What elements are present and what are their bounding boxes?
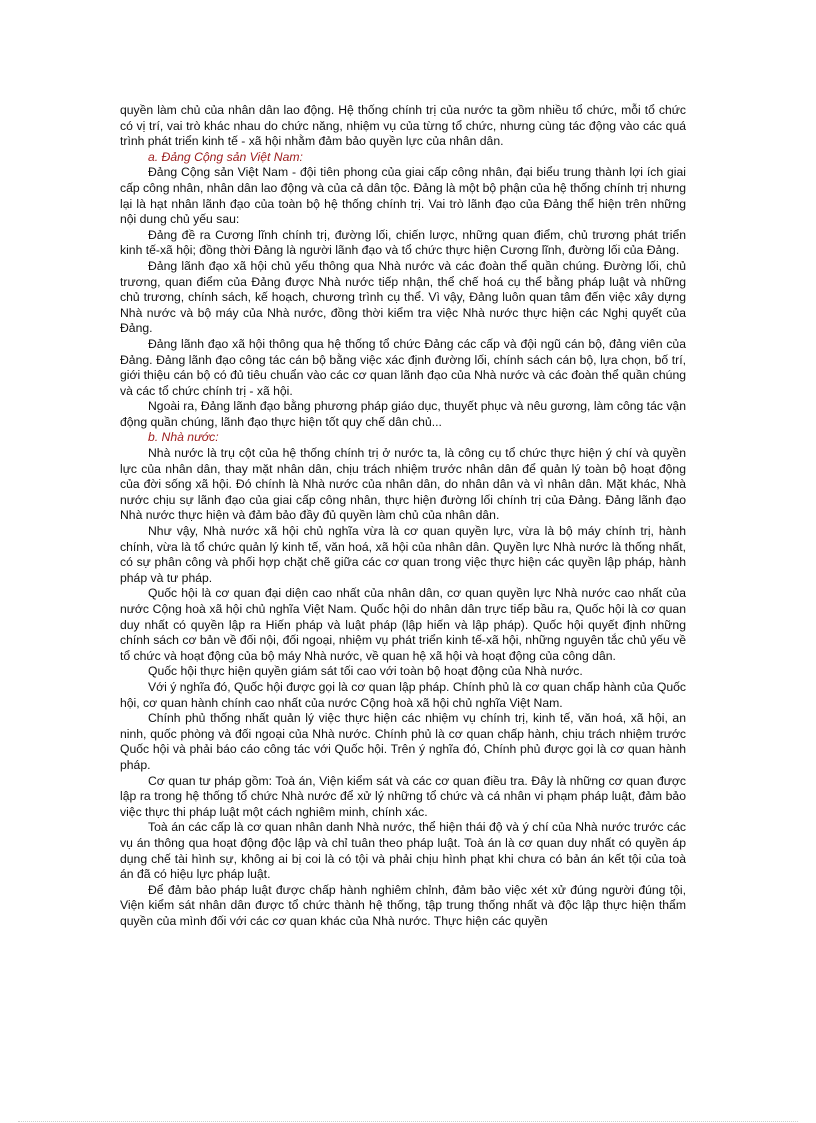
paragraph: Cơ quan tư pháp gồm: Toà án, Viện kiểm sát và các cơ quan điều tra. Đây là những cơ quan được lập ra trong hệ thống tổ chức Nhà nước để xử lý những tổ chức và cá nhân vi phạm pháp luật, đảm bảo việc thực thi pháp luật một cách nghiêm minh, chính xác. <box>120 773 686 819</box>
paragraph: Để đảm bảo pháp luật được chấp hành nghiêm chỉnh, đảm bảo việc xét xử đúng người đúng tội, Viện kiểm sát nhân dân được tổ chức thành hệ thống, tập trung thống nhất và độc lập thực hiện thẩm quyền của mình đối với các cơ quan khác của Nhà nước. Thực hiện các quyền <box>120 882 686 928</box>
paragraph: quyền làm chủ của nhân dân lao động. Hệ thống chính trị của nước ta gồm nhiều tổ chức, mỗi tổ chức có vị trí, vai trò khác nhau do chức năng, nhiệm vụ của từng tổ chức, nhưng cùng tác động vào các quá trình phát triển kinh tế - xã hội nhằm đảm bảo quyền lực của nhân dân. <box>120 103 686 149</box>
paragraph: Quốc hội thực hiện quyền giám sát tối cao với toàn bộ hoạt động của Nhà nước. <box>148 664 583 679</box>
paragraph: Đảng đề ra Cương lĩnh chính trị, đường lối, chiến lược, những quan điểm, chủ trương phát triển kinh tế-xã hội; đồng thời Đảng là người lãnh đạo và tổ chức thực hiện Cương lĩnh, đường lối của Đảng. <box>120 227 686 258</box>
paragraph: Quốc hội là cơ quan đại diện cao nhất của nhân dân, cơ quan quyền lực Nhà nước cao nhất của nước Cộng hoà xã hội chủ nghĩa Việt Nam. Quốc hội do nhân dân trực tiếp bầu ra, Quốc hội là cơ quan duy nhất có quyền lập ra Hiến pháp và luật pháp (lập hiến và lập pháp). Quốc hội quyết định những chính sách cơ bản về đối nội, đối ngoại, nhiệm vụ phát triển kinh tế-xã hội, những nguyên tắc chủ yếu về tổ chức và hoạt động của bộ máy Nhà nước, về quan hệ xã hội và hoạt động của công dân. <box>120 586 686 663</box>
section-heading-party: a. Đảng Cộng sản Việt Nam: <box>148 149 303 164</box>
paragraph: Ngoài ra, Đảng lãnh đạo bằng phương pháp giáo dục, thuyết phục và nêu gương, làm công tác vận động quần chúng, lãnh đạo thực hiện tốt quy chế dân chủ... <box>120 399 686 429</box>
paragraph: Như vậy, Nhà nước xã hội chủ nghĩa vừa là cơ quan quyền lực, vừa là bộ máy chính trị, hành chính, vừa là tổ chức quản lý kinh tế, văn hoá, xã hội của nhân dân. Quyền lực Nhà nước là thống nhất, có sự phân công và phối hợp chặt chẽ giữa các cơ quan trong việc thực hiện các quyền lập pháp, hành pháp và tư pháp. <box>120 524 686 585</box>
paragraph: Đảng Cộng sản Việt Nam - đội tiên phong của giai cấp công nhân, đại biểu trung thành lợi ích giai cấp công nhân, nhân dân lao động và của cả dân tộc. Đảng là một bộ phận của hệ thống chính trị nhưng lại là hạt nhân lãnh đạo của toàn bộ hệ thống chính trị. Vai trò lãnh đạo của Đảng thể hiện trên những nội dung chủ yếu sau: <box>120 165 686 227</box>
page-bottom-divider <box>18 1121 798 1122</box>
paragraph: Với ý nghĩa đó, Quốc hội được gọi là cơ quan lập pháp. Chính phủ là cơ quan chấp hành của Quốc hội, cơ quan hành chính cao nhất của nước Cộng hoà xã hội chủ nghĩa Việt Nam. <box>120 679 686 710</box>
document-page <box>120 103 686 929</box>
section-heading-state: b. Nhà nước: <box>148 430 219 445</box>
paragraph: Toà án các cấp là cơ quan nhân danh Nhà nước, thể hiện thái độ và ý chí của Nhà nước trước các vụ án thông qua hoạt động độc lập và chỉ tuân theo pháp luật. Toà án là cơ quan duy nhất có quyền áp dụng chế tài hình sự, không ai bị coi là có tội và phải chịu hình phạt khi chưa có bản án kết tội của toà án đã có hiệu lực pháp luật. <box>120 820 686 882</box>
paragraph: Đảng lãnh đạo xã hội thông qua hệ thống tổ chức Đảng các cấp và đội ngũ cán bộ, đảng viên của Đảng. Đảng lãnh đạo công tác cán bộ bằng việc xác định đường lối, chính sách cán bộ, lựa chọn, bố trí, giới thiệu cán bộ có đủ tiêu chuẩn vào các cơ quan lãnh đạo của Nhà nước và các đoàn thể quần chúng và các tổ chức chính trị - xã hội. <box>120 336 686 398</box>
paragraph: Đảng lãnh đạo xã hội chủ yếu thông qua Nhà nước và các đoàn thể quần chúng. Đường lối, chủ trương, quan điểm của Đảng được Nhà nước tiếp nhận, thể chế hoá cụ thể bằng pháp luật và những chủ trương, chính sách, kế hoạch, chương trình cụ thể. Vì vậy, Đảng luôn quan tâm đến việc xây dựng Nhà nước và bộ máy của Nhà nước, đồng thời kiểm tra việc Nhà nước thực hiện các Nghị quyết của Đảng. <box>120 258 686 336</box>
paragraph: Chính phủ thống nhất quản lý việc thực hiện các nhiệm vụ chính trị, kinh tế, văn hoá, xã hội, an ninh, quốc phòng và đối ngoại của Nhà nước. Chính phủ là cơ quan chấp hành, chịu trách nhiệm trước Quốc hội và phải báo cáo công tác với Quốc hội. Trên ý nghĩa đó, Chính phủ được gọi là cơ quan hành pháp. <box>120 711 686 772</box>
paragraph: Nhà nước là trụ cột của hệ thống chính trị ở nước ta, là công cụ tổ chức thực hiện ý chí và quyền lực của nhân dân, thay mặt nhân dân, chịu trách nhiệm trước nhân dân để quản lý toàn bộ hoạt động của đời sống xã hội. Đó chính là Nhà nước của nhân dân, do nhân dân và vì nhân dân. Mặt khác, Nhà nước chịu sự lãnh đạo của giai cấp công nhân, thực hiện đường lối chính trị của Đảng. Đảng lãnh đạo Nhà nước thực hiện và đảm bảo đầy đủ quyền làm chủ của nhân dân. <box>120 446 686 523</box>
